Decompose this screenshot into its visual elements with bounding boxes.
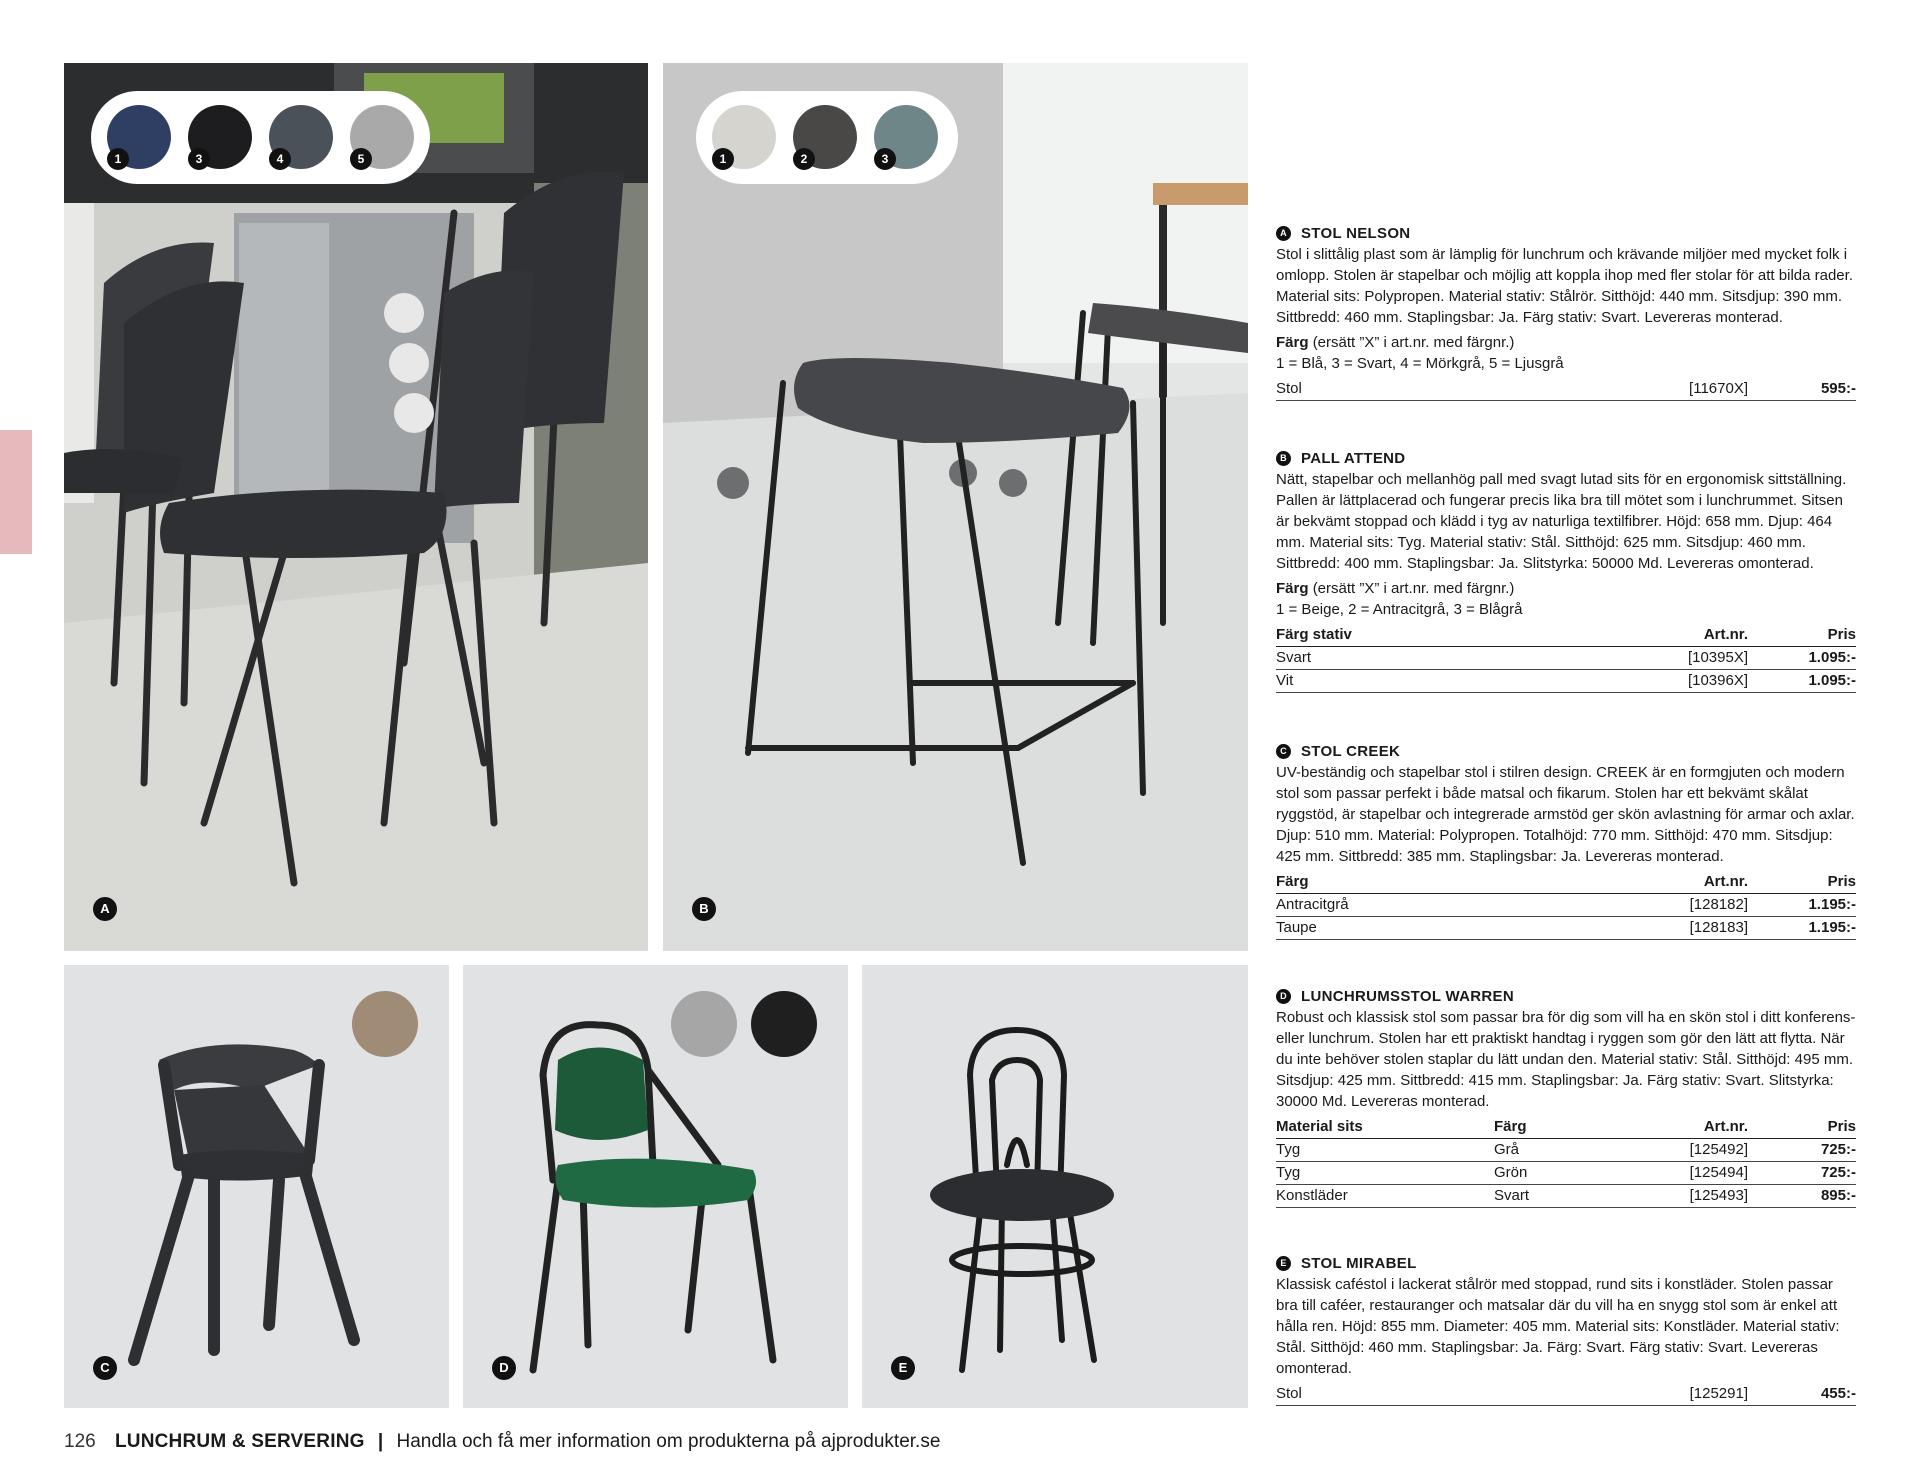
color-hint: (ersätt ”X” i art.nr. med färgnr.): [1312, 580, 1515, 597]
row-color: Grå: [1494, 1141, 1520, 1158]
header-name: Färg: [1276, 873, 1309, 890]
header-name: Färg stativ: [1276, 626, 1352, 643]
photo-letter-a: A: [93, 897, 117, 921]
product-letter-badge: B: [1276, 451, 1291, 466]
color-label: Färg: [1276, 580, 1309, 597]
product-stol-creek: [1276, 741, 1856, 940]
row-art-nr: [125494]: [1689, 1164, 1748, 1181]
product-stol-mirabel: [1276, 1253, 1856, 1406]
swatch-grey: [671, 991, 737, 1057]
price-row: [1276, 1383, 1856, 1406]
row-art-nr: [125493]: [1689, 1187, 1748, 1204]
header-price: Pris: [1827, 626, 1856, 643]
price-table-header: [1276, 624, 1856, 647]
product-description: Klassisk caféstol i lackerat stålrör med stoppad, rund sits i konstläder. Stolen passar bra till caféer, restauranger och matsalar där du vill ha en snygg stol som är enkel att hålla ren. Höjd: 855 mm. Diameter: 405 mm. Material sits: Konstläder. Material stativ: Stål. Sitthöjd: 460 mm. Staplingsbar: Ja. Färg: Svart. Färg stativ: Svart. Levereras omonterad.: [1276, 1276, 1840, 1377]
photo-letter-e: E: [891, 1356, 915, 1380]
page-number: 126: [64, 1431, 96, 1452]
price-row: [1276, 378, 1856, 401]
row-price: 1.095:-: [1808, 672, 1856, 689]
product-letter-badge: C: [1276, 744, 1291, 759]
row-name: Tyg: [1276, 1141, 1301, 1158]
price-row: [1276, 647, 1856, 670]
row-name: Vit: [1276, 672, 1294, 689]
swatch-number: 2: [793, 148, 815, 170]
product-description: Stol i slittålig plast som är lämplig för lunchrum och krävande miljöer med mycket folk i omlopp. Stolen är stapelbar och möjlig att koppla ihop med fler stolar för att bilda rader. Material sits: Polypropen. Material stativ: Stålrör. Sitthöjd: 440 mm. Sitsdjup: 390 mm. Sittbredd: 460 mm. Staplingsbar: Ja. Färg stativ: Svart. Levereras monterad.: [1276, 246, 1853, 326]
product-lunchrumsstol-warren: [1276, 986, 1856, 1208]
price-table: [1276, 1383, 1856, 1406]
row-art-nr: [128182]: [1689, 896, 1748, 913]
product-pall-attend: [1276, 448, 1856, 693]
product-letter-badge: D: [1276, 989, 1291, 1004]
header-art-nr: Art.nr.: [1703, 873, 1748, 890]
price-row: [1276, 1185, 1856, 1208]
color-list: 1 = Beige, 2 = Antracitgrå, 3 = Blågrå: [1276, 601, 1523, 618]
swatch-number: 1: [712, 148, 734, 170]
product-title: STOL NELSON: [1301, 225, 1411, 242]
product-letter-badge: E: [1276, 1256, 1291, 1271]
price-row: [1276, 894, 1856, 917]
product-title-row: [1276, 1253, 1856, 1274]
header-art-nr: Art.nr.: [1703, 626, 1748, 643]
row-art-nr: [128183]: [1689, 919, 1748, 936]
row-art-nr: [125291]: [1689, 1385, 1748, 1402]
row-color: Svart: [1494, 1187, 1530, 1204]
row-price: 895:-: [1820, 1187, 1856, 1204]
row-color: Grön: [1494, 1164, 1528, 1181]
row-art-nr: [10396X]: [1687, 672, 1748, 689]
swatch-number: 5: [350, 148, 372, 170]
row-name: Svart: [1276, 649, 1312, 666]
price-row: [1276, 1162, 1856, 1185]
price-row: [1276, 1139, 1856, 1162]
product-stol-nelson: [1276, 223, 1856, 401]
photo-pall-attend: [663, 63, 1248, 951]
header-price: Pris: [1827, 873, 1856, 890]
section-name: LUNCHRUM & SERVERING: [114, 1431, 365, 1452]
color-label: Färg: [1276, 334, 1309, 351]
price-row: [1276, 670, 1856, 693]
row-price: 455:-: [1820, 1385, 1856, 1402]
footer-tagline: Handla och få mer information om produkterna på ajprodukter.se: [396, 1431, 941, 1452]
row-art-nr: [11670X]: [1689, 380, 1748, 397]
color-code-note: [1276, 578, 1856, 620]
product-letter-badge: A: [1276, 226, 1291, 241]
product-title-row: [1276, 741, 1856, 762]
row-price: 1.195:-: [1808, 896, 1856, 913]
photo-letter-b: B: [692, 897, 716, 921]
swatch-number: 3: [188, 148, 210, 170]
swatch-taupe: [352, 991, 418, 1057]
product-description: Nätt, stapelbar och mellanhög pall med svagt lutad sits för en ergonomisk sittställning. Pallen är lättplacerad och fungerar precis lika bra till mötet som i lunchrummet. Sitsen är bekvämt stoppad och klädd i tyg av naturliga textilfibrer. Höjd: 658 mm. Djup: 464 mm. Material sits: Tyg. Material stativ: Stål. Sitthöjd: 625 mm. Sitsdjup: 460 mm. Sittbredd: 400 mm. Staplingsbar: Ja. Slitstyrka: 50000 Md. Levereras omonterad.: [1276, 471, 1847, 572]
footer-separator: |: [377, 1431, 384, 1452]
photo-stol-nelson: [64, 63, 648, 951]
product-description: Robust och klassisk stol som passar bra för dig som vill ha en skön stol i ditt konferens- eller lunchrum. Stolen har ett praktiskt handtag i ryggen som gör den lätt att flytta. När du inte behöver stolen staplar du lätt undan den. Material stativ: Stål. Sitthöjd: 495 mm. Sitsdjup: 425 mm. Sittbredd: 415 mm. Staplingsbar: Ja. Färg stativ: Svart. Slitstyrka: 30000 Md. Levereras monterad.: [1276, 1009, 1856, 1110]
swatch-number: 1: [107, 148, 129, 170]
page-footer: [64, 1431, 940, 1453]
color-list: 1 = Blå, 3 = Svart, 4 = Mörkgrå, 5 = Ljusgrå: [1276, 355, 1564, 372]
swatch-number: 3: [874, 148, 896, 170]
product-title-row: [1276, 223, 1856, 244]
row-art-nr: [10395X]: [1687, 649, 1748, 666]
product-title-row: [1276, 448, 1856, 469]
row-name: Antracitgrå: [1276, 896, 1349, 913]
color-code-note: [1276, 332, 1856, 374]
header-art-nr: Art.nr.: [1703, 1118, 1748, 1135]
row-art-nr: [125492]: [1689, 1141, 1748, 1158]
row-name: Konstläder: [1276, 1187, 1348, 1204]
swatch-number: 4: [269, 148, 291, 170]
row-price: 1.195:-: [1808, 919, 1856, 936]
row-name: Taupe: [1276, 919, 1317, 936]
price-table: [1276, 1116, 1856, 1208]
product-title: PALL ATTEND: [1301, 450, 1406, 467]
photo-letter-d: D: [492, 1356, 516, 1380]
row-price: 725:-: [1820, 1164, 1856, 1181]
row-price: 595:-: [1820, 380, 1856, 397]
row-price: 725:-: [1820, 1141, 1856, 1158]
row-name: Stol: [1276, 380, 1302, 397]
price-row: [1276, 917, 1856, 940]
color-hint: (ersätt ”X” i art.nr. med färgnr.): [1312, 334, 1515, 351]
price-table: [1276, 871, 1856, 940]
product-title: STOL CREEK: [1301, 743, 1401, 760]
price-table-header: [1276, 1116, 1856, 1139]
header-name: Material sits: [1276, 1118, 1363, 1135]
price-table: [1276, 624, 1856, 693]
price-table: [1276, 378, 1856, 401]
photo-stol-mirabel: [862, 965, 1248, 1408]
row-name: Stol: [1276, 1385, 1302, 1402]
swatch-black: [751, 991, 817, 1057]
product-title-row: [1276, 986, 1856, 1007]
section-tab-marker: [0, 430, 32, 554]
product-title: LUNCHRUMSSTOL WARREN: [1301, 988, 1514, 1005]
header-color: Färg: [1494, 1118, 1527, 1135]
price-table-header: [1276, 871, 1856, 894]
photo-letter-c: C: [93, 1356, 117, 1380]
header-price: Pris: [1827, 1118, 1856, 1135]
product-description: UV-beständig och stapelbar stol i stilren design. CREEK är en formgjuten och modern stol som passar perfekt i både matsal och fikarum. Stolen har ett bekvämt skålat ryggstöd, är stapelbar och integrerade armstöd ger skön avlastning för armar och axlar. Djup: 510 mm. Material: Polypropen. Totalhöjd: 770 mm. Sitthöjd: 470 mm. Sitsdjup: 425 mm. Sittbredd: 385 mm. Staplingsbar: Ja. Levereras monterad.: [1276, 764, 1855, 865]
row-price: 1.095:-: [1808, 649, 1856, 666]
product-title: STOL MIRABEL: [1301, 1255, 1417, 1272]
row-name: Tyg: [1276, 1164, 1301, 1181]
